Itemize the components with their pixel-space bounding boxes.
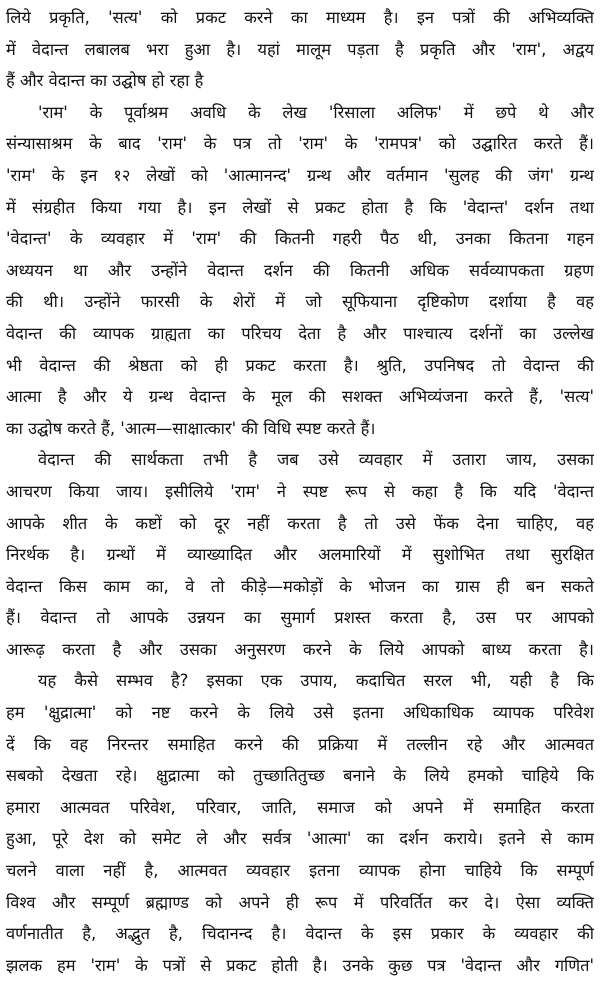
text-line: विश्व और सम्पूर्ण ब्रह्माण्ड को अपने ही रूप में परिवर्तित कर दे। ऐसा व्यक्ति <box>6 892 594 912</box>
text-line: का उद्घोष करते हैं, 'आत्म—साक्षात्कार' की विधि स्पष्ट करते हैं। <box>6 418 376 438</box>
text-line: भी वेदान्त की श्रेष्ठता को ही प्रकट करता है। श्रुति, उपनिषद तो वेदान्त की <box>6 355 594 375</box>
text-line: आचरण किया जाय। इसीलिये 'राम' ने स्पष्ट रूप से कहा है कि यदि 'वेदान्त <box>6 481 594 501</box>
text-line: हैं और वेदान्त का उद्घोष हो रहा है <box>6 71 204 91</box>
text-line: निरर्थक है। ग्रन्थों में व्याख्यादित और अलमारियों में सुशोभित तथा सुरक्षित <box>6 545 594 565</box>
text-line: सबको देखता रहे। क्षुद्रात्मा को तुच्छातितुच्छ बनाने के लिये हमको चाहिये कि <box>6 766 594 786</box>
text-line: में संग्रहीत किया गया है। इन लेखों से प्रकट होता है कि 'वेदान्त' दर्शन तथा <box>6 197 594 217</box>
text-line: वर्णनातीत है, अद्भुत है, चिदानन्द है। वेदान्त के इस प्रकार के व्यवहार की <box>6 924 594 944</box>
text-line: हमारा आत्मवत परिवेश, परिवार, जाति, समाज को अपने में समाहित करता <box>6 797 594 817</box>
text-line: हम 'क्षुद्रात्मा' को नष्ट करने के लिये उसे इतना अधिकाधिक व्यापक परिवेश <box>6 703 594 723</box>
text-line: हुआ, पूरे देश को समेट ले और सर्वत्र 'आत्मा' का दर्शन कराये। इतने से काम <box>6 829 594 849</box>
text-line: लिये प्रकृति, 'सत्य' को प्रकट करने का माध्यम है। इन पत्रों की अभिव्यक्ति <box>6 8 594 27</box>
text-line: 'राम' के इन १२ लेखों को 'आत्मानन्द' ग्रन्थ और वर्तमान 'सुलह की जंग' ग्रन्थ <box>6 165 594 185</box>
text-line: में वेदान्त लबालब भरा हुआ है। यहां मालूम पड़ता है प्रकृति और 'राम', अद्वय <box>6 39 594 59</box>
text-line: वेदान्त किस काम का, वे तो कीड़े—मकोड़ों के भोजन का ग्रास ही बन सकते <box>6 576 594 596</box>
text-line: 'राम' के पूर्वाश्रम अवधि के लेख 'रिसाला अलिफ' में छपे थे और <box>38 102 594 122</box>
text-line: आत्मा है और ये ग्रन्थ वेदान्त के मूल की सशक्त अभिव्यंजना करते हैं, 'सत्य' <box>6 387 594 407</box>
text-line: संन्यासाश्रम के बाद 'राम' के पत्र तो 'राम' के 'रामपत्र' को उद्घारित करते हैं। <box>6 134 594 154</box>
text-line: अध्ययन था और उन्होंने वेदान्त दर्शन की कितनी अधिक सर्वव्यापकता ग्रहण <box>6 260 594 280</box>
text-line: चलने वाला नहीं है, आत्मवत व्यवहार इतना व्यापक होना चाहिये कि सम्पूर्ण <box>6 861 594 881</box>
text-line: झलक हम 'राम' के पत्रों से प्रकट होती है। उनके कुछ पत्र 'वेदान्त और गणित' <box>6 955 594 975</box>
text-line: की थी। उन्होंने फारसी के शेरों में जो सूफियाना दृष्टिकोण दर्शाया है वह <box>6 292 594 312</box>
text-line: दें कि वह निरन्तर समाहित करने की प्रक्रिया में तल्लीन रहे और आत्मवत <box>6 734 594 754</box>
text-line: वेदान्त की सार्थकता तभी है जब उसे व्यवहार में उतारा जाय, उसका <box>38 450 594 470</box>
text-line: हैं। वेदान्त तो आपके उन्नयन का सुमार्ग प्रशस्त करता है, उस पर आपको <box>6 608 594 628</box>
text-line: आरूढ़ करता है और उसका अनुसरण करने के लिये आपको बाध्य करता है। <box>6 639 594 659</box>
text-line: आपके शीत के कष्टों को दूर नहीं करता है तो उसे फेंक देना चाहिए, वह <box>6 513 594 533</box>
text-line: 'वेदान्त' के व्यवहार में 'राम' की कितनी गहरी पैठ थी, उनका कितना गहन <box>6 229 594 249</box>
text-line: वेदान्त की व्यापक ग्राह्यता का परिचय देता है और पाश्चात्य दर्शनों का उल्लेख <box>6 323 594 343</box>
text-line: यह कैसे सम्भव है? इसका एक उपाय, कदाचित सरल भी, यही है कि <box>38 671 594 691</box>
